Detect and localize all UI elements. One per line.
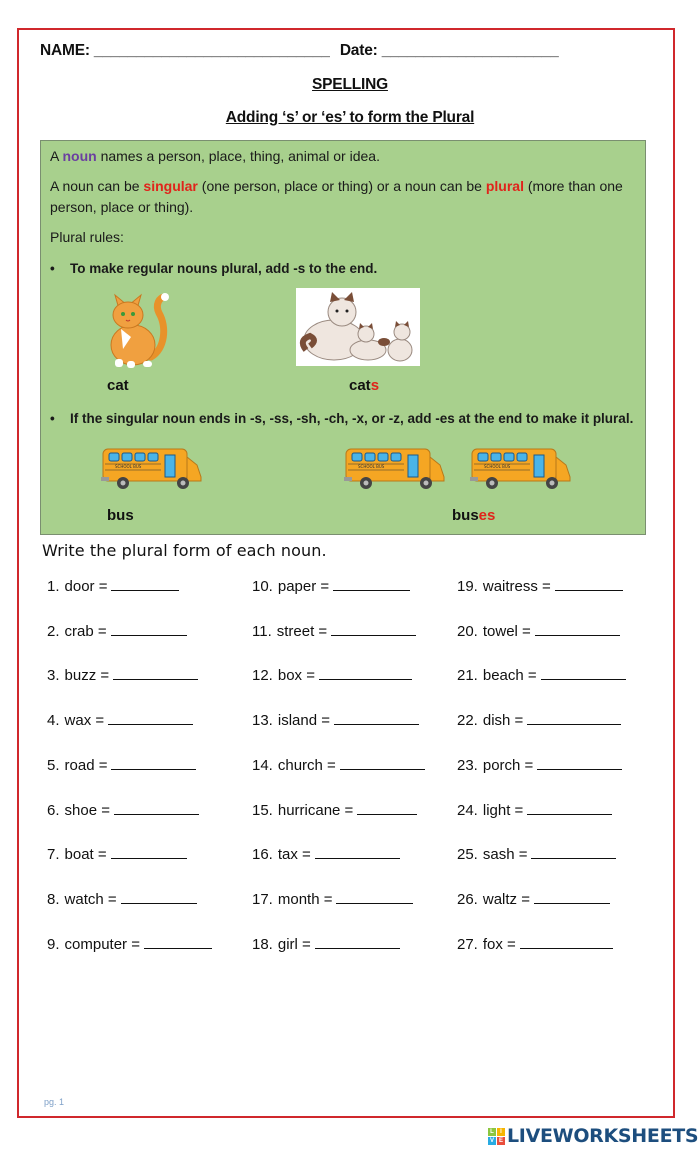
answer-blank[interactable] <box>121 888 198 904</box>
exercise-item <box>252 575 410 597</box>
exercise-word: dish = <box>482 712 524 730</box>
page-number: pg. 1 <box>44 1097 65 1107</box>
exercise-item <box>252 620 416 642</box>
plural-suffix-es: es <box>478 507 496 524</box>
text: names a person, place, thing, animal or idea. <box>96 148 380 164</box>
singular-plural-definition <box>50 176 635 218</box>
exercise-item <box>457 754 622 776</box>
exercise-number: 17. <box>252 890 273 908</box>
answer-blank[interactable] <box>357 799 417 815</box>
exercise-word: month = <box>277 890 333 908</box>
rule-2 <box>50 408 635 429</box>
answer-blank[interactable] <box>555 575 623 591</box>
exercise-item <box>47 620 187 642</box>
answer-blank[interactable] <box>331 620 416 636</box>
exercise-item <box>47 843 187 865</box>
exercise-number: 10. <box>252 578 273 595</box>
answer-blank[interactable] <box>534 888 611 904</box>
answer-blank[interactable] <box>113 664 198 680</box>
cat-plural-label: cats <box>349 377 380 394</box>
liveworksheets-brand[interactable] <box>488 1124 698 1148</box>
answer-blank[interactable] <box>315 933 400 949</box>
svg-text:SCHOOL BUS: SCHOOL BUS <box>115 464 142 469</box>
exercise-word: hurricane = <box>277 801 354 819</box>
exercise-number: 12. <box>252 667 273 685</box>
two-school-buses-icon <box>344 447 576 491</box>
answer-blank[interactable] <box>111 575 179 591</box>
text: (one person, place or thing) or a noun can be <box>197 178 486 194</box>
answer-blank[interactable] <box>111 754 196 770</box>
exercise-item <box>47 575 179 597</box>
plural-suffix-s: s <box>370 377 380 394</box>
answer-blank[interactable] <box>333 575 410 591</box>
exercise-item <box>252 888 413 910</box>
exercise-word: buzz = <box>64 667 110 685</box>
answer-blank[interactable] <box>336 888 413 904</box>
exercise-item <box>252 709 419 731</box>
singular-highlight: singular <box>143 178 198 194</box>
text: A noun can be <box>50 178 144 194</box>
answer-blank[interactable] <box>537 754 622 770</box>
answer-blank[interactable] <box>340 754 425 770</box>
plural-rules-box <box>40 140 646 535</box>
bullet-icon: • <box>50 261 55 276</box>
answer-blank[interactable] <box>319 664 413 680</box>
exercise-item <box>47 799 199 821</box>
svg-text:SCHOOL BUS: SCHOOL BUS <box>484 464 511 469</box>
answer-blank[interactable] <box>315 843 400 859</box>
exercise-word: waitress = <box>482 578 551 595</box>
exercise-number: 26. <box>457 890 478 908</box>
exercise-item <box>252 754 425 776</box>
exercise-number: 24. <box>457 801 478 819</box>
exercise-word: boat = <box>64 846 107 864</box>
bus-singular-label: bus <box>107 507 134 524</box>
answer-blank[interactable] <box>541 664 626 680</box>
orange-cat-icon <box>93 287 173 371</box>
exercise-item <box>457 799 612 821</box>
bullet-icon: • <box>50 411 55 426</box>
exercise-number: 15. <box>252 801 273 819</box>
date-field[interactable]: _____________________ <box>381 42 559 59</box>
exercise-number: 27. <box>457 935 478 953</box>
exercise-number: 16. <box>252 846 273 864</box>
exercise-number: 9. <box>47 935 60 953</box>
exercise-number: 2. <box>47 622 60 640</box>
exercise-number: 5. <box>47 756 60 774</box>
name-date-row <box>40 42 559 60</box>
answer-blank[interactable] <box>111 843 188 859</box>
exercise-word: waltz = <box>482 890 530 908</box>
noun-definition <box>50 146 635 167</box>
exercise-item <box>252 843 400 865</box>
liveworksheets-logo-icon: L I V E <box>489 1128 503 1144</box>
exercise-word: box = <box>277 667 315 685</box>
svg-text:SCHOOL BUS: SCHOOL BUS <box>358 464 385 469</box>
exercise-item <box>47 933 212 955</box>
exercise-number: 8. <box>47 890 60 908</box>
answer-blank[interactable] <box>527 799 612 815</box>
exercise-item <box>457 843 616 865</box>
exercise-word: porch = <box>482 756 534 774</box>
exercise-item <box>252 799 417 821</box>
page-title: SPELLING <box>312 76 388 93</box>
exercise-word: street = <box>276 622 328 640</box>
rule-2-text: If the singular noun ends in -s, -ss, -sh, -ch, -x, or -z, add -es at the end to make it plural. <box>70 411 634 426</box>
exercise-item <box>252 664 412 686</box>
answer-blank[interactable] <box>334 709 419 725</box>
page-subtitle: Adding ‘s’ or ‘es’ to form the Plural <box>225 109 475 126</box>
exercise-number: 18. <box>252 935 273 953</box>
cat-family-image <box>296 288 420 366</box>
answer-blank[interactable] <box>144 933 212 949</box>
answer-blank[interactable] <box>111 620 188 636</box>
exercise-word: tax = <box>277 846 311 864</box>
exercise-word: wax = <box>64 712 105 730</box>
answer-blank[interactable] <box>535 620 620 636</box>
exercise-item <box>47 888 197 910</box>
exercise-number: 3. <box>47 667 60 685</box>
exercise-word: paper = <box>277 578 330 595</box>
exercise-number: 21. <box>457 667 478 685</box>
exercise-word: shoe = <box>64 801 110 819</box>
exercise-word: fox = <box>482 935 516 953</box>
school-bus-icon <box>101 447 205 491</box>
answer-blank[interactable] <box>520 933 614 949</box>
exercise-word: island = <box>277 712 330 730</box>
exercise-item <box>47 754 196 776</box>
exercise-item <box>47 664 198 686</box>
name-label: NAME: <box>40 42 90 59</box>
plural-highlight: plural <box>485 178 524 194</box>
exercise-word: light = <box>482 801 524 819</box>
exercise-number: 25. <box>457 846 478 864</box>
cat-singular-label: cat <box>107 377 129 394</box>
exercise-number: 6. <box>47 801 60 819</box>
exercise-item <box>457 709 621 731</box>
exercise-word: beach = <box>482 667 537 685</box>
answer-blank[interactable] <box>114 799 199 815</box>
date-label: Date: <box>339 42 378 59</box>
name-field[interactable]: ____________________________ <box>93 42 330 59</box>
answer-blank[interactable] <box>531 843 616 859</box>
exercise-number: 4. <box>47 712 60 730</box>
rule-1-text: To make regular nouns plural, add -s to the end. <box>70 261 378 276</box>
exercise-number: 13. <box>252 712 273 730</box>
answer-blank[interactable] <box>527 709 621 725</box>
exercise-word: watch = <box>64 890 117 908</box>
exercise-word: girl = <box>277 935 311 953</box>
exercise-word: door = <box>64 578 108 595</box>
exercise-number: 19. <box>457 578 478 595</box>
exercise-word: towel = <box>482 622 531 640</box>
exercise-word: crab = <box>64 622 107 640</box>
exercise-number: 11. <box>252 622 272 640</box>
exercise-item <box>47 709 193 731</box>
exercise-word: road = <box>64 756 108 774</box>
cat-family-icon <box>296 288 420 366</box>
exercise-word: church = <box>277 756 336 774</box>
exercise-number: 20. <box>457 622 478 640</box>
exercise-number: 23. <box>457 756 478 774</box>
plural-rules-label: Plural rules: <box>50 229 124 245</box>
exercise-word: sash = <box>482 846 528 864</box>
exercise-item <box>457 620 620 642</box>
exercise-number: 14. <box>252 756 273 774</box>
exercise-item <box>457 575 623 597</box>
noun-highlight: noun <box>62 148 97 164</box>
brand-name: LIVEWORKSHEETS <box>507 1125 699 1147</box>
answer-blank[interactable] <box>108 709 193 725</box>
exercise-instruction: Write the plural form of each noun. <box>42 541 327 560</box>
exercise-number: 7. <box>47 846 60 864</box>
text: A <box>50 148 63 164</box>
exercise-item <box>252 933 400 955</box>
exercise-number: 22. <box>457 712 478 730</box>
exercise-number: 1. <box>47 578 60 595</box>
bus-plural-label: buses <box>452 507 496 524</box>
text: (more than one person, place or thing). <box>50 178 623 215</box>
exercise-item <box>457 933 613 955</box>
exercise-item <box>457 888 610 910</box>
rule-1 <box>50 258 635 279</box>
exercise-word: computer = <box>64 935 140 953</box>
exercise-item <box>457 664 626 686</box>
